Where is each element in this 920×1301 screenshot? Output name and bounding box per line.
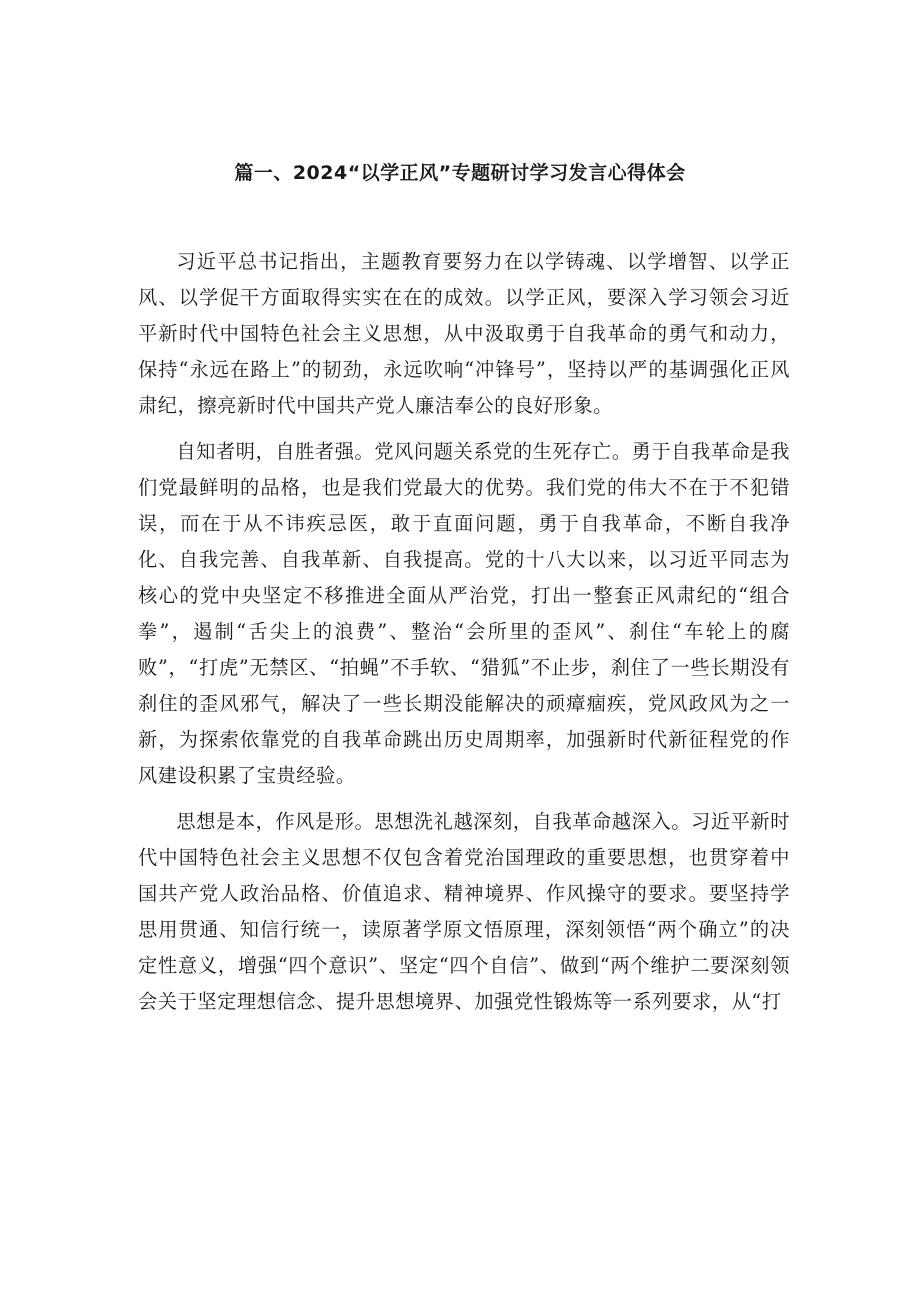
document-body bbox=[138, 244, 790, 1030]
paragraph-2: 自知者明，自胜者强。党风问题关系党的生死存亡。勇于自我革命是我们党最鲜明的品格，也是我们党最大的优势。我们党的伟大不在于不犯错误，而在于从不讳疾忌医，敢于直面问题，勇于自我革命，不断自我净化、自我完善、自我革新、自我提高。党的十八大以来，以习近平同志为核心的党中央坚定不移推进全面从严治党，打出一整套正风肃纪的“组合拳”，遏制“舌尖上的浪费”、整治“会所里的歪风”、刹住“车轮上的腐败”，“打虎”无禁区、“拍蝇”不手软、“猎狐”不止步，刹住了一些长期没有刹住的歪风邪气，解决了一些长期没能解决的顽瘴痼疾，党风政风为之一新，为探索依靠党的自我革命跳出历史周期率，加强新时代新征程党的作风建设积累了宝贵经验。 bbox=[138, 440, 790, 787]
paragraph-3: 思想是本，作风是形。思想洗礼越深刻，自我革命越深入。习近平新时代中国特色社会主义思想不仅包含着党治国理政的重要思想，也贯穿着中国共产党人政治品格、价值追求、精神境界、作风操守的要求。要坚持学思用贯通、知信行统一，读原著学原文悟原理，深刻领悟“两个确立”的决定性意义，增强“四个意识”、坚定“四个自信”、做到“两个维护二要深刻领会关于坚定理想信念、提升思想境界、加强党性锻炼等一系列要求，从“打 bbox=[138, 810, 790, 1013]
document-title: 篇一、2024“以学正风”专题研讨学习发言心得体会 bbox=[234, 162, 686, 184]
paragraph-1: 习近平总书记指出，主题教育要努力在以学铸魂、以学增智、以学正风、以学促干方面取得实实在在的成效。以学正风，要深入学习领会习近平新时代中国特色社会主义思想，从中汲取勇于自我革命的勇气和动力，保持“永远在路上”的韧劲，永远吹响“冲锋号”，坚持以严的基调强化正风肃纪，擦亮新时代中国共产党人廉洁奉公的良好形象。 bbox=[138, 250, 790, 417]
